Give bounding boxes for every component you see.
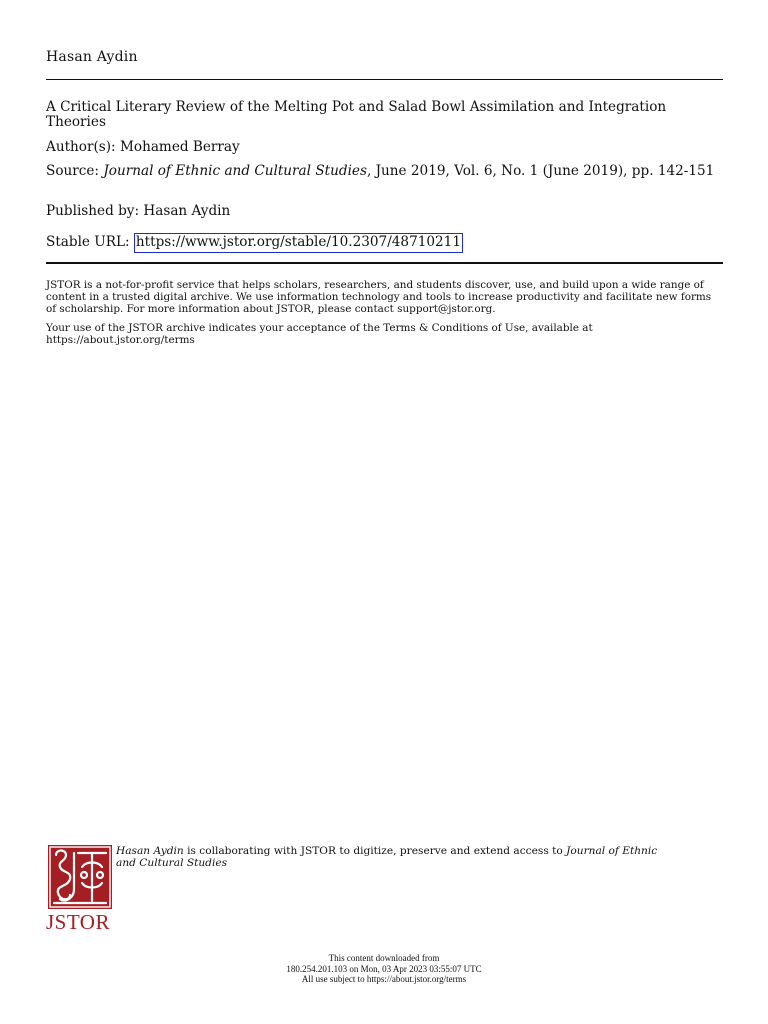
section-divider	[46, 262, 723, 264]
published-label: Published by:	[46, 203, 140, 219]
journal-name: Journal of Ethnic and Cultural Studies	[103, 163, 367, 179]
stable-url-label: Stable URL:	[46, 234, 130, 250]
article-source	[46, 164, 726, 179]
collab-partner: Hasan Aydin	[116, 845, 184, 857]
terms-notice: Your use of the JSTOR archive indicates your acceptance of the Terms & Conditions of Use, available at https://about.jstor.org/terms	[46, 322, 593, 346]
stable-url-row	[46, 233, 726, 253]
footer-line-1: This content downloaded from	[328, 953, 440, 963]
footer-line-2: 180.254.201.103 on Mon, 03 Apr 2023 03:55:07 UTC	[286, 963, 482, 974]
article-authors	[46, 140, 726, 155]
jstor-emblem-icon	[48, 845, 112, 909]
download-footer	[0, 953, 768, 985]
article-title: A Critical Literary Review of the Melting Pot and Salad Bowl Assimilation and Integration Theories	[46, 99, 667, 130]
jstor-logo-icon	[48, 845, 112, 909]
collaboration-statement	[116, 846, 676, 869]
about-jstor-notice: JSTOR is a not-for-profit service that helps scholars, researchers, and students discover, use, and build upon a wide range of content in a trusted digital archive. We use information technology and tools to increase productivity and facilitate new forms of scholarship. For more information about JSTOR, please contact support@jstor.org.	[46, 279, 712, 315]
top-divider	[46, 79, 723, 80]
source-label: Source:	[46, 163, 99, 179]
publisher-name: Hasan Aydin	[46, 49, 138, 65]
authors-value: Mohamed Berray	[119, 139, 240, 155]
stable-url-link[interactable]: https://www.jstor.org/stable/10.2307/48710211	[134, 233, 463, 253]
collab-journal: Journal of Ethnic and Cultural Studies	[116, 845, 658, 869]
collab-text: is collaborating with JSTOR to digitize, preserve and extend access to	[183, 845, 567, 857]
footer-line-3: All use subject to https://about.jstor.org/terms	[301, 974, 467, 984]
authors-label: Author(s):	[46, 139, 116, 155]
jstor-wordmark: JSTOR	[46, 910, 110, 934]
source-details: , June 2019, Vol. 6, No. 1 (June 2019), pp. 142-151	[366, 163, 715, 179]
published-value: Hasan Aydin	[143, 203, 231, 219]
article-publisher	[46, 204, 726, 219]
